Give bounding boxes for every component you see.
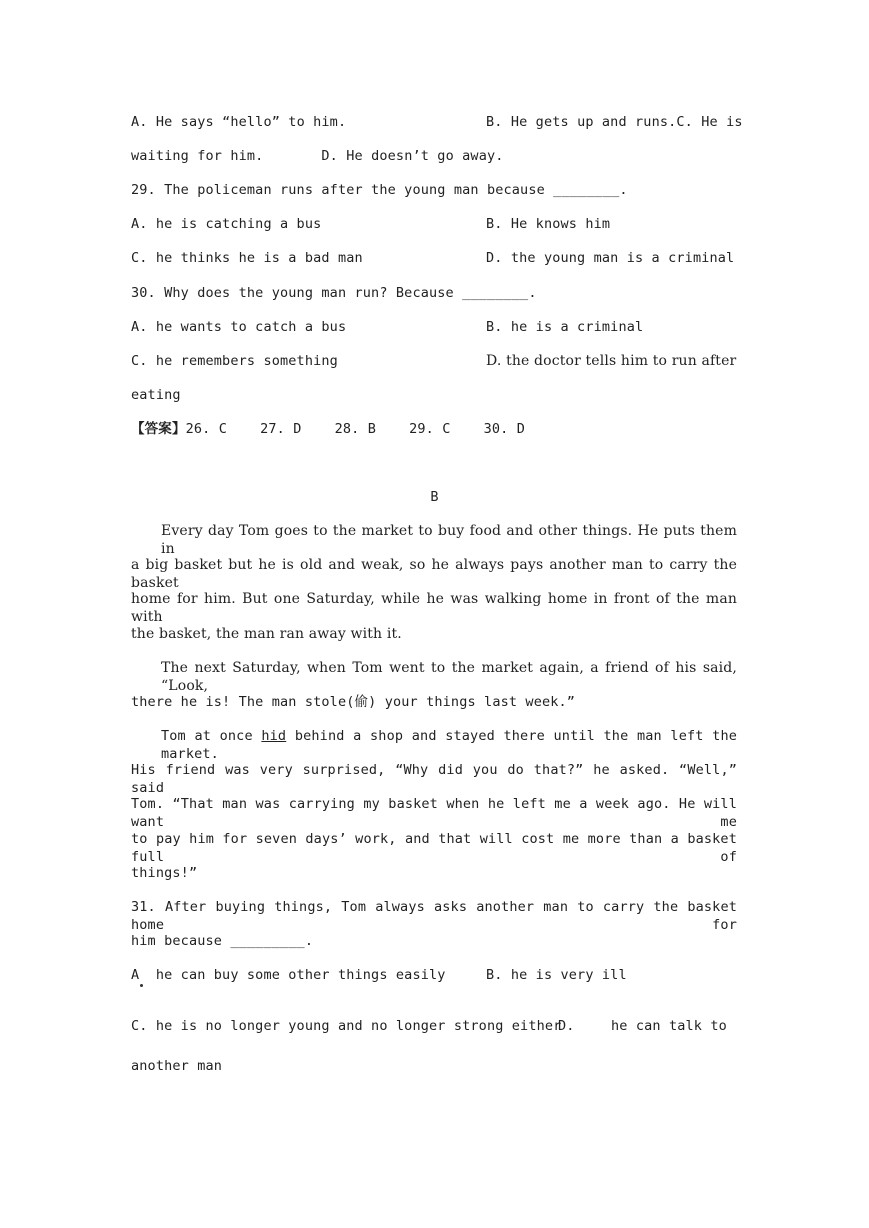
passage-p2-line-2: there he is! The man stole(偷) your things last week.” (131, 694, 576, 710)
q29-option-b: B. He knows him (486, 216, 611, 232)
passage-p3-line-5: things!” (131, 865, 198, 881)
passage-p1-line-4: the basket, the man ran away with it. (131, 626, 402, 642)
passage-p3-text-pre: Tom at once (161, 728, 253, 744)
passage-p3-text-post: behind a shop and stayed there until the man left the market. (161, 728, 737, 762)
passage-p1-line-2: a big basket but he is old and weak, so he always pays another man to carry the basket (131, 557, 737, 591)
q30-option-d-continued: eating (131, 387, 181, 403)
q29-option-d: D. the young man is a criminal (486, 250, 735, 266)
q28-option-c-label: C. (676, 114, 693, 130)
passage-p1-line-1: Every day Tom goes to the market to buy food and other things. He puts them in (161, 523, 737, 557)
q28-option-b-text: He gets up and runs. (510, 114, 677, 130)
q28-option-d-text: He doesn’t go away. (346, 148, 504, 164)
q28-option-a (131, 113, 346, 131)
q29-stem: 29. The policeman runs after the young man because ________. (131, 182, 628, 198)
q30-option-c: C. he remembers something (131, 353, 338, 369)
passage-p3-line-2: His friend was very surprised, “Why did you do that?” he asked. “Well,” said (131, 762, 737, 796)
q30-stem: 30. Why does the young man run? Because ________. (131, 285, 537, 301)
q31-option-d-label: D. (558, 1018, 575, 1034)
stray-dot-mark (140, 984, 143, 987)
q28-option-a-label: A. (131, 114, 148, 130)
answer-key (131, 420, 525, 438)
q30-option-d: D. the doctor tells him to run after (486, 353, 737, 369)
passage-p3-line-1 (161, 727, 737, 763)
q30-option-a: A. he wants to catch a bus (131, 319, 347, 335)
section-title: B (430, 489, 439, 505)
q30-option-b: B. he is a criminal (486, 319, 644, 335)
q31-option-a: A he can buy some other things easily (131, 967, 446, 983)
q29-option-a: A. he is catching a bus (131, 216, 322, 232)
q28-option-c-text-1: He is (701, 114, 743, 130)
passage-p2-line-1: The next Saturday, when Tom went to the market again, a friend of his said, “Look, (161, 660, 737, 694)
q31-stem-line-2: him because _________. (131, 933, 314, 949)
q29-option-c: C. he thinks he is a bad man (131, 250, 363, 266)
q28-option-c-text-2: waiting for him. (131, 148, 264, 164)
q31-option-c: C. he is no longer young and no longer strong either (131, 1018, 562, 1034)
passage-p3-line-4: to pay him for seven days’ work, and that will cost me more than a basket full of (131, 831, 737, 865)
q31-stem-line-1: 31. After buying things, Tom always asks another man to carry the basket home for (131, 899, 737, 933)
q28-option-d-label: D. (321, 148, 338, 164)
q28-option-a-text: He says “hello” to him. (155, 114, 347, 130)
q31-option-b: B. he is very ill (486, 967, 627, 983)
q31-option-d-continued: another man (131, 1058, 223, 1074)
answer-key-label: 【答案】 (131, 421, 186, 437)
q31-option-d-text: he can talk to (611, 1018, 727, 1034)
q28-option-b-label: B. (486, 114, 503, 130)
answer-key-text: 26. C 27. D 28. B 29. C 30. D (185, 421, 525, 437)
underlined-word-hid: hid (261, 728, 287, 744)
passage-p3-line-3: Tom. “That man was carrying my basket when he left me a week ago. He will want me (131, 796, 737, 830)
q28-option-b-c (486, 113, 743, 131)
passage-p1-line-3: home for him. But one Saturday, while he was walking home in front of the man with (131, 591, 737, 625)
q28-option-c-d-line (131, 147, 504, 165)
